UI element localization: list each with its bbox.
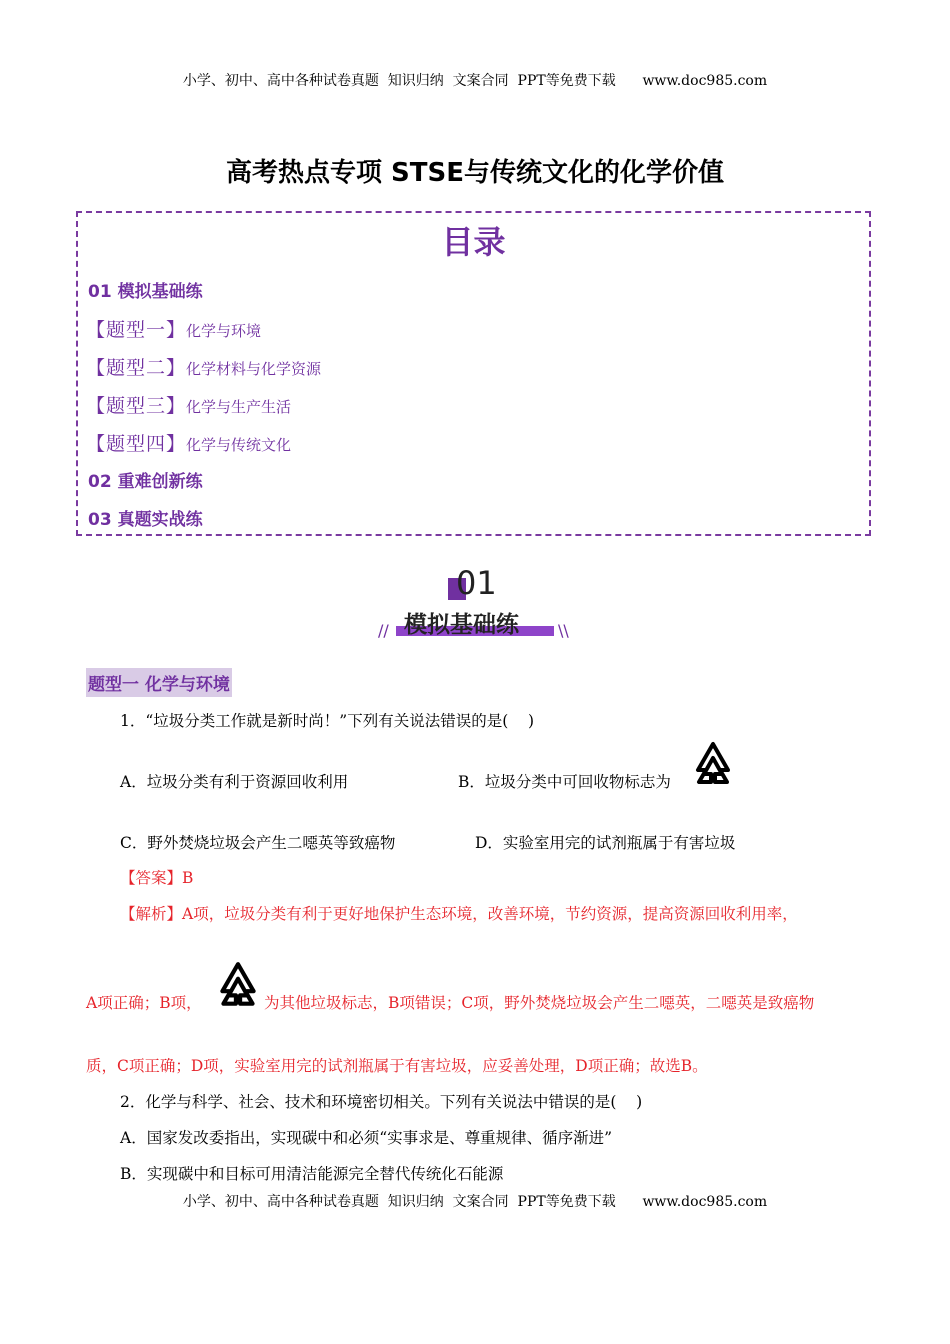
toc-item-2[interactable]: [86, 353, 321, 380]
toc-item-bracket: 【题型二】: [86, 357, 187, 379]
toc-item-4[interactable]: [86, 429, 291, 456]
banner-number: 01: [456, 564, 497, 602]
q1-option-c: C．野外焚烧垃圾会产生二噁英等致癌物: [120, 834, 396, 852]
toc-section-03[interactable]: 03 真题实战练: [88, 510, 203, 530]
banner-label: 模拟基础练: [404, 612, 519, 638]
q1-analysis-line1: [120, 902, 798, 924]
toc-item-bracket: 【题型四】: [86, 433, 187, 455]
q1-analysis-line3: 质，C项正确；D项，实验室用完的试剂瓶属于有害垃圾，应妥善处理，D项正确；故选B。: [86, 1057, 708, 1075]
page-footer: 小学、初中、高中各种试卷真题 知识归纳 文案合同 PPT等免费下载 www.doc985.com: [182, 1194, 768, 1210]
toc-item-text: 化学与环境: [186, 322, 262, 340]
toc-item-bracket: 【题型三】: [86, 395, 187, 417]
toc-item-bracket: 【题型一】: [86, 319, 187, 341]
toc-section-01[interactable]: 01 模拟基础练: [88, 282, 203, 302]
recycle-icon: [690, 740, 736, 794]
q1-analysis-line2b: 为其他垃圾标志，B项错误；C项，野外焚烧垃圾会产生二噁英，二噁英是致癌物: [264, 994, 815, 1012]
other-waste-icon: [214, 960, 262, 1016]
toc-item-text: 化学与生产生活: [186, 398, 292, 416]
q2-option-a: A．国家发改委指出，实现碳中和必须“实事求是、尊重规律、循序渐进”: [120, 1129, 613, 1147]
q1-option-d: D．实验室用完的试剂瓶属于有害垃圾: [475, 834, 736, 852]
answer-value: B: [182, 869, 194, 887]
toc-item-3[interactable]: [86, 391, 291, 418]
q1-option-b: B．垃圾分类中可回收物标志为: [458, 773, 671, 791]
answer-label: 【答案】: [120, 869, 183, 887]
banner-slash-right: \\: [558, 621, 569, 640]
toc-section-02[interactable]: 02 重难创新练: [88, 472, 203, 492]
section-tag: 题型一 化学与环境: [86, 668, 232, 697]
q2-stem: 2．化学与科学、社会、技术和环境密切相关。下列有关说法中错误的是( ): [120, 1093, 643, 1111]
q1-analysis-line2a: A项正确；B项，: [86, 994, 202, 1012]
toc-title: 目录: [441, 223, 506, 261]
toc-item-text: 化学材料与化学资源: [186, 360, 322, 378]
analysis-label: 【解析】: [120, 905, 183, 923]
banner-slash-left: //: [378, 621, 389, 640]
section-banner: [372, 560, 578, 648]
q1-option-a: A．垃圾分类有利于资源回收利用: [120, 773, 349, 791]
page-header: 小学、初中、高中各种试卷真题 知识归纳 文案合同 PPT等免费下载 www.doc985.com: [182, 73, 768, 89]
document-title: 高考热点专项 STSE与传统文化的化学价值: [226, 158, 724, 188]
toc-item-1[interactable]: [86, 315, 261, 342]
analysis-text: A项，垃圾分类有利于更好地保护生态环境，改善环境，节约资源，提高资源回收利用率，: [182, 905, 798, 923]
q1-answer: [120, 866, 193, 888]
table-of-contents: [76, 211, 871, 536]
toc-item-text: 化学与传统文化: [186, 436, 292, 454]
q2-option-b: B．实现碳中和目标可用清洁能源完全替代传统化石能源: [120, 1165, 504, 1183]
q1-stem: 1．“垃圾分类工作就是新时尚！”下列有关说法错误的是( ): [120, 712, 535, 730]
